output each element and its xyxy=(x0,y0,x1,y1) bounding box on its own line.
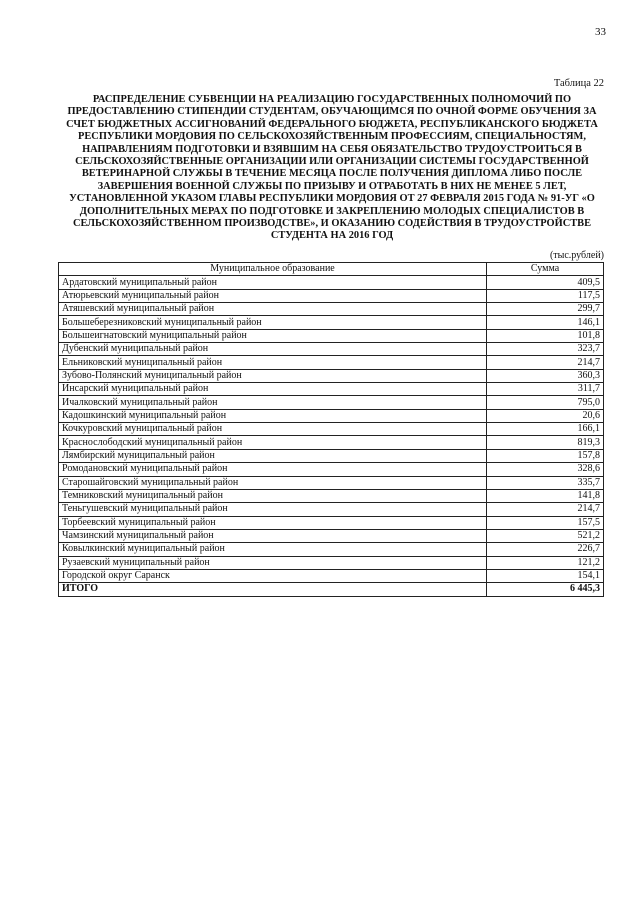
table-row xyxy=(59,356,604,369)
table-row xyxy=(59,276,604,289)
table-row xyxy=(59,343,604,356)
municipality-name: Атюрьевский муниципальный район xyxy=(59,289,487,302)
subsidy-amount: 154,1 xyxy=(487,569,604,582)
column-header-municipality: Муниципальное образование xyxy=(59,263,487,276)
subsidy-amount: 121,2 xyxy=(487,556,604,569)
municipality-name: Дубенский муниципальный район xyxy=(59,343,487,356)
total-amount: 6 445,3 xyxy=(487,583,604,596)
municipality-name: Кадошкинский муниципальный район xyxy=(59,409,487,422)
municipality-name: Городской округ Саранск xyxy=(59,569,487,582)
table-row xyxy=(59,329,604,342)
municipality-name: Зубово-Полянский муниципальный район xyxy=(59,369,487,382)
municipality-name: Ромодановский муниципальный район xyxy=(59,463,487,476)
subsidy-table xyxy=(58,262,604,597)
subsidy-amount: 214,7 xyxy=(487,356,604,369)
table-row xyxy=(59,396,604,409)
subsidy-amount: 214,7 xyxy=(487,503,604,516)
table-row xyxy=(59,436,604,449)
municipality-name: Теньгушевский муниципальный район xyxy=(59,503,487,516)
table-row xyxy=(59,463,604,476)
subsidy-amount: 157,5 xyxy=(487,516,604,529)
total-row xyxy=(59,583,604,596)
municipality-name: Ичалковский муниципальный район xyxy=(59,396,487,409)
table-row xyxy=(59,316,604,329)
subsidy-amount: 328,6 xyxy=(487,463,604,476)
table-row xyxy=(59,289,604,302)
municipality-name: Чамзинский муниципальный район xyxy=(59,529,487,542)
table-row xyxy=(59,556,604,569)
table-row xyxy=(59,516,604,529)
table-row xyxy=(59,489,604,502)
units-label: (тыс.рублей) xyxy=(549,250,604,261)
table-row xyxy=(59,369,604,382)
subsidy-amount: 521,2 xyxy=(487,529,604,542)
page-number: 33 xyxy=(595,26,606,38)
municipality-name: Ардатовский муниципальный район xyxy=(59,276,487,289)
document-title: РАСПРЕДЕЛЕНИЕ СУБВЕНЦИИ НА РЕАЛИЗАЦИЮ ГОСУДАРСТВЕННЫХ ПОЛНОМОЧИЙ ПО ПРЕДОСТАВЛЕНИЮ СТИПЕНДИИ СТУДЕНТАМ, ОБУЧАЮЩИМСЯ ПО ОЧНОЙ ФОРМЕ ОБУЧЕНИЯ ЗА СЧЕТ БЮДЖЕТНЫХ АССИГНОВАНИЙ ФЕДЕРАЛЬНОГО БЮДЖЕТА, РЕСПУБЛИКАНСКОГО БЮДЖЕТА РЕСПУБЛИКИ МОРДОВИЯ ПО СЕЛЬСКОХОЗЯЙСТВЕННЫМ ПРОФЕССИЯМ, СПЕЦИАЛЬНОСТЯМ, НАПРАВЛЕНИЯМ ПОДГОТОВКИ И ВЗЯВШИМ НА СЕБЯ ОБЯЗАТЕЛЬСТВО ТРУДОУСТРОИТЬСЯ В СЕЛЬСКОХОЗЯЙСТВЕННЫЕ ОРГАНИЗАЦИИ ИЛИ ОРГАНИЗАЦИИ СИСТЕМЫ ГОСУДАРСТВЕННОЙ ВЕТЕРИНАРНОЙ СЛУЖБЫ В ТЕЧЕНИЕ МЕСЯЦА ПОСЛЕ ПОЛУЧЕНИЯ ДИПЛОМА ЛИБО ПОСЛЕ ЗАВЕРШЕНИЯ ВОЕННОЙ СЛУЖБЫ ПО ПРИЗЫВУ И ОТРАБОТАТЬ В НИХ НЕ МЕНЕЕ 5 ЛЕТ, УСТАНОВЛЕННОЙ УКАЗОМ ГЛАВЫ РЕСПУБЛИКИ МОРДОВИЯ ОТ 27 ФЕВРАЛЯ 2015 ГОДА № 91-УГ «О ДОПОЛНИТЕЛЬНЫХ МЕРАХ ПО ПОДГОТОВКЕ И ЗАКРЕПЛЕНИЮ МОЛОДЫХ СПЕЦИАЛИСТОВ В СЕЛЬСКОХОЗЯЙСТВЕННОМ ПРОИЗВОДСТВЕ», И ОКАЗАНИЮ СОДЕЙСТВИЯ В ТРУДОУСТРОЙСТВЕ СТУДЕНТА НА 2016 ГОД xyxy=(66,94,598,242)
subsidy-amount: 101,8 xyxy=(487,329,604,342)
column-header-sum: Сумма xyxy=(487,263,604,276)
subsidy-amount: 409,5 xyxy=(487,276,604,289)
table-row xyxy=(59,476,604,489)
municipality-name: Большеигнатовский муниципальный район xyxy=(59,329,487,342)
subsidy-amount: 226,7 xyxy=(487,543,604,556)
subsidy-amount: 146,1 xyxy=(487,316,604,329)
municipality-name: Рузаевский муниципальный район xyxy=(59,556,487,569)
municipality-name: Лямбирский муниципальный район xyxy=(59,449,487,462)
municipality-name: Краснослободский муниципальный район xyxy=(59,436,487,449)
table-row xyxy=(59,383,604,396)
subsidy-amount: 360,3 xyxy=(487,369,604,382)
subsidy-amount: 166,1 xyxy=(487,423,604,436)
municipality-name: Кочкуровский муниципальный район xyxy=(59,423,487,436)
municipality-name: Темниковский муниципальный район xyxy=(59,489,487,502)
subsidy-amount: 157,8 xyxy=(487,449,604,462)
table-row xyxy=(59,423,604,436)
subsidy-amount: 323,7 xyxy=(487,343,604,356)
table-row xyxy=(59,503,604,516)
table-row xyxy=(59,543,604,556)
subsidy-amount: 141,8 xyxy=(487,489,604,502)
table-row xyxy=(59,303,604,316)
municipality-name: Торбеевский муниципальный район xyxy=(59,516,487,529)
subsidy-amount: 819,3 xyxy=(487,436,604,449)
subsidy-amount: 795,0 xyxy=(487,396,604,409)
table-row xyxy=(59,449,604,462)
municipality-name: Ельниковский муниципальный район xyxy=(59,356,487,369)
table-row xyxy=(59,569,604,582)
municipality-name: Инсарский муниципальный район xyxy=(59,383,487,396)
table-row xyxy=(59,409,604,422)
municipality-name: Ковылкинский муниципальный район xyxy=(59,543,487,556)
table-row xyxy=(59,529,604,542)
subsidy-amount: 117,5 xyxy=(487,289,604,302)
total-label: ИТОГО xyxy=(59,583,487,596)
subsidy-amount: 335,7 xyxy=(487,476,604,489)
table-label: Таблица 22 xyxy=(553,78,604,89)
subsidy-amount: 299,7 xyxy=(487,303,604,316)
municipality-name: Большеберезниковский муниципальный район xyxy=(59,316,487,329)
municipality-name: Атяшевский муниципальный район xyxy=(59,303,487,316)
table-header-row xyxy=(59,263,604,276)
municipality-name: Старошайговский муниципальный район xyxy=(59,476,487,489)
subsidy-amount: 311,7 xyxy=(487,383,604,396)
subsidy-amount: 20,6 xyxy=(487,409,604,422)
